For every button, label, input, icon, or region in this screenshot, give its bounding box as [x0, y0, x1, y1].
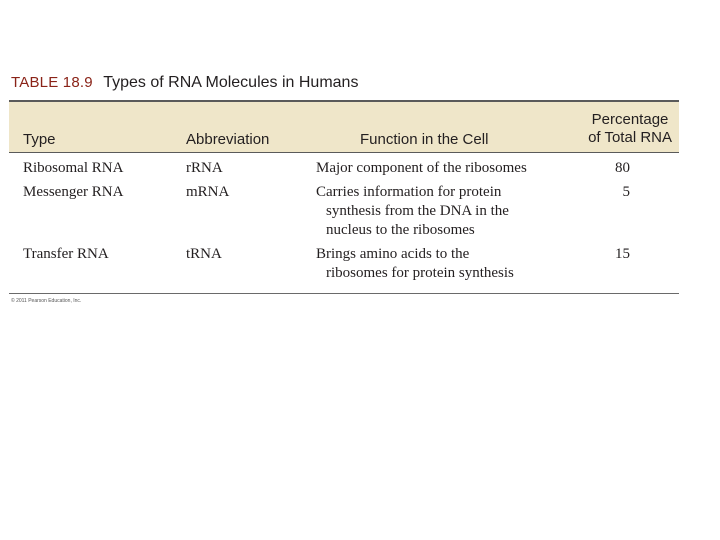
- table-row-1-percentage: 80: [615, 160, 630, 176]
- column-header-function: Function in the Cell: [360, 131, 489, 148]
- table-row-1-abbreviation: rRNA: [186, 160, 223, 176]
- function-line: ribosomes for protein synthesis: [326, 265, 514, 281]
- function-line: Major component of the ribosomes: [316, 160, 527, 176]
- table-row-1-type: Ribosomal RNA: [23, 160, 124, 176]
- function-line: nucleus to the ribosomes: [326, 222, 475, 238]
- function-line: Carries information for protein: [316, 184, 502, 200]
- table-header-band: [9, 102, 679, 152]
- table-row-2-function: [316, 183, 509, 240]
- column-header-percentage-line1: Percentage: [591, 111, 669, 128]
- table-row-2-type: Messenger RNA: [23, 184, 124, 200]
- table-row-2-percentage: 5: [622, 184, 630, 200]
- table-row-1-function: [316, 159, 527, 178]
- table-row-3-abbreviation: tRNA: [186, 246, 222, 262]
- table-row-3-percentage: 15: [615, 246, 630, 262]
- copyright-notice: © 2011 Pearson Education, Inc.: [11, 298, 82, 304]
- column-header-percentage: [588, 111, 672, 147]
- column-header-abbreviation: Abbreviation: [186, 131, 270, 148]
- column-header-percentage-line2: of Total RNA: [588, 129, 672, 146]
- function-line: Brings amino acids to the: [316, 246, 470, 262]
- column-header-type: Type: [23, 131, 56, 148]
- table-caption: [11, 74, 358, 92]
- table-row-3-type: Transfer RNA: [23, 246, 109, 262]
- table-header-rule: [9, 152, 679, 153]
- table-title: Types of RNA Molecules in Humans: [103, 74, 359, 91]
- table-number: TABLE 18.9: [11, 74, 93, 91]
- table-row-3-function: [316, 245, 514, 283]
- table-row-2-abbreviation: mRNA: [186, 184, 230, 200]
- table-bottom-rule: [9, 293, 679, 294]
- function-line: synthesis from the DNA in the: [326, 203, 509, 219]
